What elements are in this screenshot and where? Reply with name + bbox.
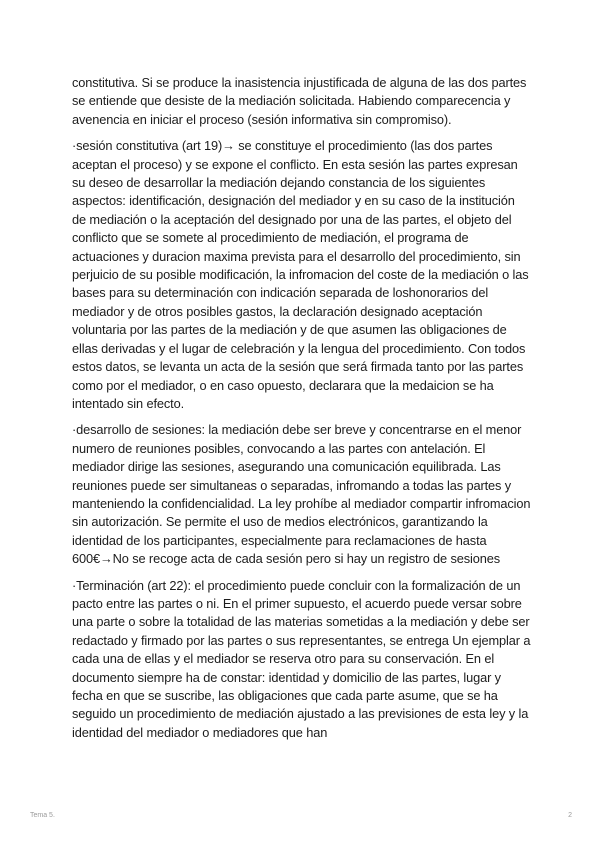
paragraph-terminacion: ·Terminación (art 22): el procedimiento puede concluir con la formalización de un pacto entre las partes o ni. En el primer supuesto, el acuerdo puede versar sobre una parte o sobre la totalidad de las materias sometidas a la mediación y debe ser redactado y firmado por las partes o sus representantes, se entrega Un ejemplar a cada una de ellas y el mediador se reserva otro para su conservación. En el documento siempre ha de constar: identidad y domicilio de las partes, lugar y fecha en que se suscribe, las obligaciones que cada parte asume, que se ha seguido un procedimiento de mediación ajustado a las previsiones de esta ley y la identidad del mediador o mediadores que han — [72, 577, 531, 740]
footer-section-title: Tema 5. — [30, 812, 55, 819]
paragraph-sesion-informativa-end: constitutiva. Si se produce la inasistencia injustificada de alguna de las dos partes se entiende que desiste de la mediación solicitada. Habiendo comparecencia y avenencia en iniciar el proceso (sesión informativa sin compromiso). — [72, 75, 527, 127]
paragraph-desarrollo-sesiones: ·desarrollo de sesiones: la mediación debe ser breve y concentrarse en el menor numero de reuniones posibles, convocando a las partes con antelación. El mediador dirige las sesiones, asegurando una comunicación equilibrada. Las reuniones puede ser simultaneas o separadas, infromando a todas las partes y manteniendo la confidencialidad. La ley prohíbe al mediador compartir infromacion sin autorización. Se permite el uso de medios electrónicos, garantizando la identidad de los participantes, especialmente para reclamaciones de hasta 600€→No se recoge acta de cada sesión pero si hay un registro de sesiones — [72, 422, 531, 567]
paragraph-sesion-constitutiva: ·sesión constitutiva (art 19)→ se constituye el procedimiento (las dos partes aceptan el proceso) y se expone el conflicto. En esta sesión las partes expresan su deseo de desarrollar la mediación dejando constancia de los siguientes aspectos: identificación, designación del mediador y en su caso de la institución de mediación o la aceptación del designado por una de las partes, el objeto del conflicto que se somete al procedimiento de mediación, el programa de actuaciones y duracion maxima prevista para el desarrollo del procedimiento, sin perjuicio de su posible modificación, la infromacion del coste de la mediación o las bases para su determinación con indicación separada de loshonorarios del mediador y de otros posibles gastos, la declaración designado aceptación voluntaria por las partes de la mediación y de que asumen las obligaciones de ellas derivadas y el lugar de celebración y la lengua del procedimiento. Con todos estos datos, se levanta un acta de la sesión que será firmada tanto por las partes como por el mediador, o en caso opuesto, declarara que la medaicion se ha intentado sin efecto. — [72, 138, 529, 411]
page-number: 2 — [568, 812, 572, 819]
document-body — [72, 74, 532, 750]
